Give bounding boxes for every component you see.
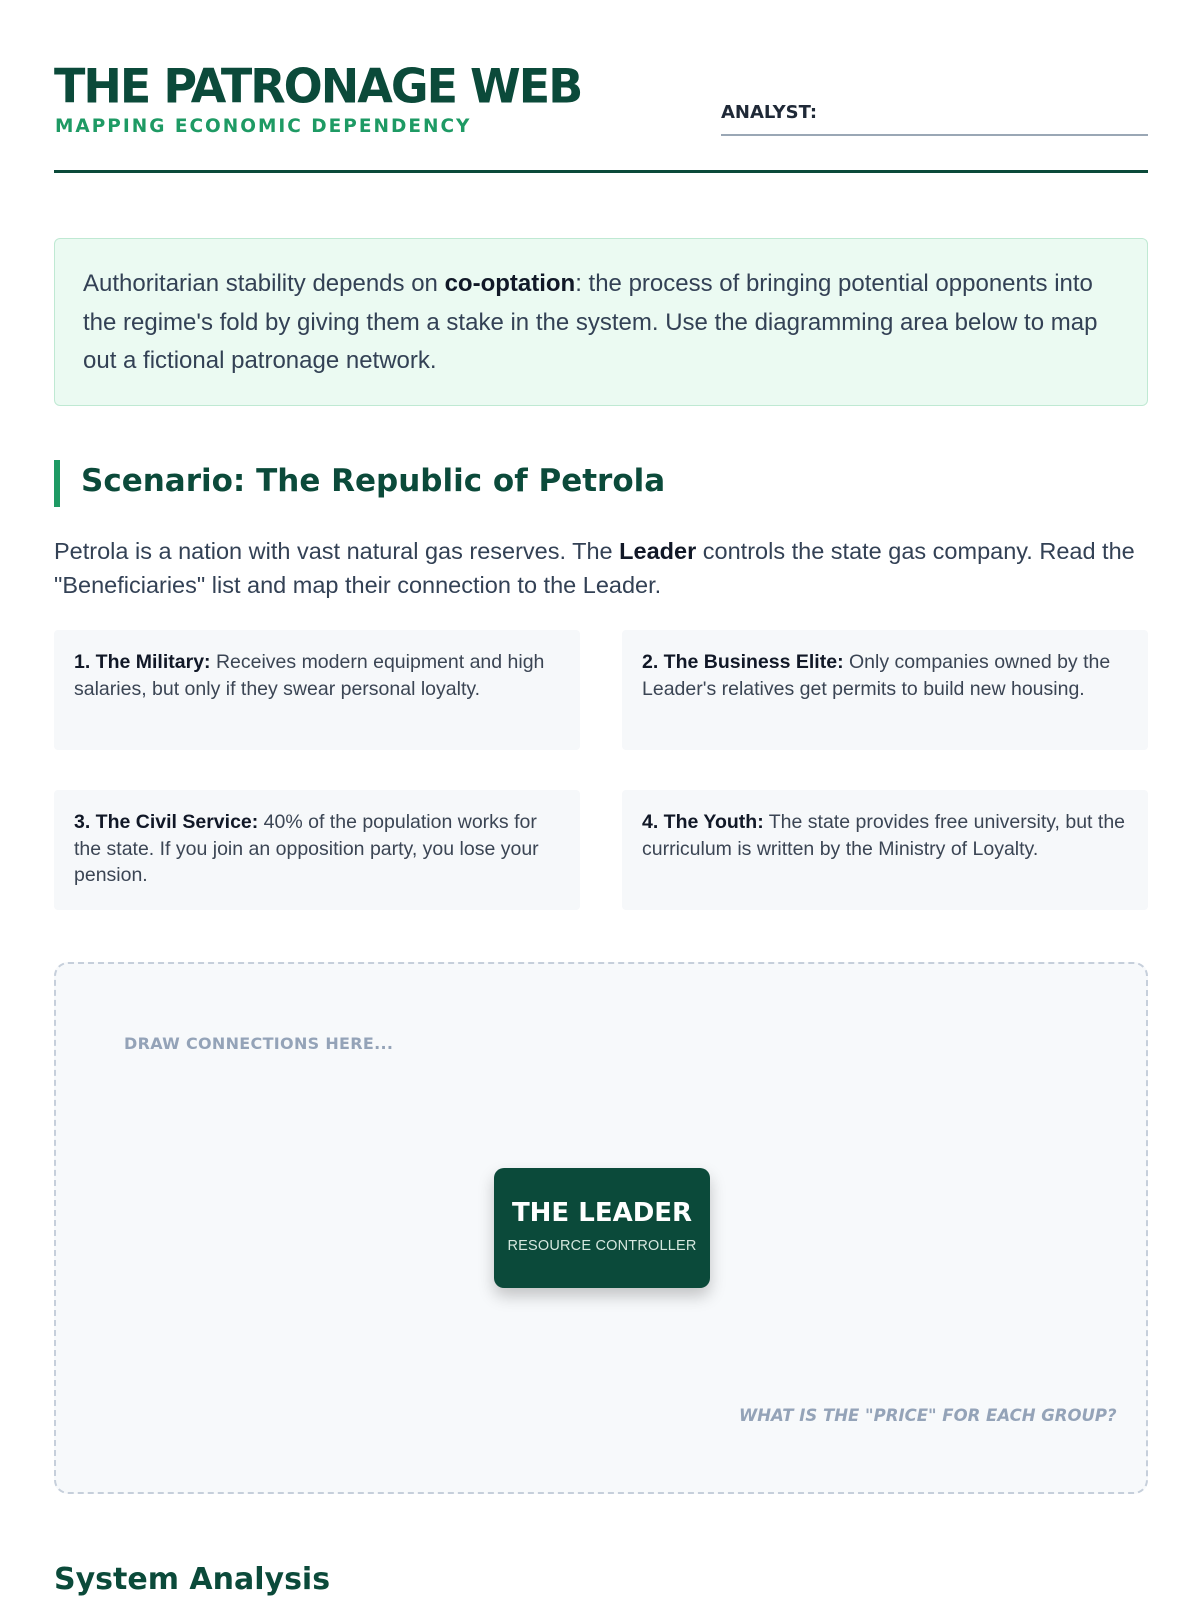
page-header bbox=[54, 56, 1148, 173]
intro-text bbox=[83, 265, 1119, 381]
diagram-drawing-area[interactable] bbox=[54, 962, 1148, 1494]
leader-node-title: THE LEADER bbox=[511, 1198, 693, 1228]
diagram-question: WHAT IS THE "PRICE" FOR EACH GROUP? bbox=[739, 1406, 1117, 1425]
leader-node[interactable] bbox=[494, 1168, 710, 1288]
diagram-hint: DRAW CONNECTIONS HERE... bbox=[124, 1034, 394, 1053]
beneficiary-label: 4. The Youth: bbox=[642, 811, 764, 833]
analyst-label: ANALYST: bbox=[721, 102, 818, 123]
beneficiary-text: 40% of the population works for the state. If you join an opposition party, you lose your pension. bbox=[74, 811, 539, 886]
scenario-desc-start: Petrola is a nation with vast natural gas reserves. The bbox=[54, 538, 620, 564]
beneficiary-card-business-elite bbox=[622, 630, 1148, 750]
analyst-field[interactable] bbox=[721, 102, 1148, 136]
intro-term: co-optation bbox=[444, 270, 576, 297]
page-subtitle: MAPPING ECONOMIC DEPENDENCY bbox=[55, 116, 472, 137]
scenario-description bbox=[54, 534, 1148, 602]
intro-text-start: Authoritarian stability depends on bbox=[83, 270, 445, 297]
beneficiary-card-youth bbox=[622, 790, 1148, 910]
intro-callout bbox=[54, 238, 1148, 406]
beneficiary-text: The state provides free university, but the curriculum is written by the Ministry of Loyalty. bbox=[642, 811, 1126, 860]
beneficiary-card-civil-service bbox=[54, 790, 580, 910]
beneficiary-text: Receives modern equipment and high salaries, but only if they swear personal loyalty. bbox=[74, 651, 545, 700]
leader-node-subtitle: RESOURCE CONTROLLER bbox=[507, 1238, 697, 1254]
beneficiary-label: 2. The Business Elite: bbox=[642, 651, 844, 673]
analysis-section-title: System Analysis bbox=[54, 1562, 331, 1597]
beneficiary-text: Only companies owned by the Leader's relatives get permits to build new housing. bbox=[642, 651, 1111, 700]
scenario-title: Scenario: The Republic of Petrola bbox=[81, 463, 666, 499]
scenario-desc-end: controls the state gas company. Read the "Beneficiaries" list and map their connection to the Leader. bbox=[54, 538, 1135, 598]
beneficiary-label: 3. The Civil Service: bbox=[74, 811, 259, 833]
beneficiary-card-military bbox=[54, 630, 580, 750]
beneficiary-label: 1. The Military: bbox=[74, 651, 211, 673]
intro-text-end: : the process of bringing potential opponents into the regime's fold by giving them a stake in the system. Use the diagramming area below to map out a fictional patronage network. bbox=[83, 270, 1098, 374]
page-title: THE PATRONAGE WEB bbox=[54, 58, 582, 114]
scenario-desc-bold: Leader bbox=[619, 538, 697, 564]
heading-accent-bar bbox=[54, 460, 60, 507]
